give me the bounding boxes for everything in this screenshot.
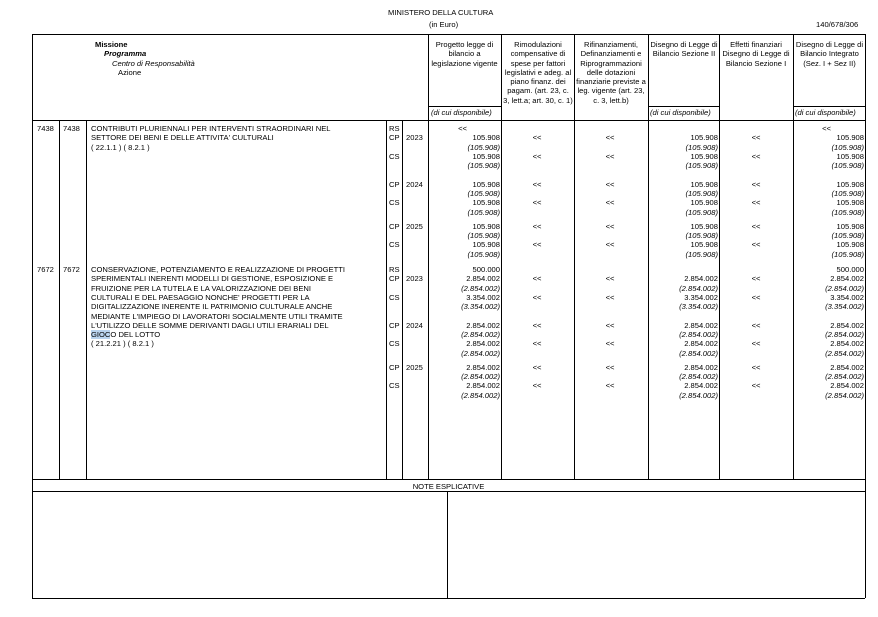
col6-disp-label: (di cui disponibile) [795, 108, 856, 117]
value-cell: (105.908) [467, 142, 500, 152]
value-cell: << [751, 133, 761, 143]
value-cell: 2.854.002 [466, 381, 500, 391]
value-cell: << [532, 362, 542, 372]
value-cell: 105.908 [836, 151, 864, 161]
value-cell: << [605, 292, 615, 302]
value-cell: << [605, 362, 615, 372]
notes-title: NOTE ESPLICATIVE [412, 482, 485, 491]
value-cell: (3.354.002) [825, 302, 864, 312]
value-cell: 105.908 [836, 179, 864, 189]
value-cell: 105.908 [690, 240, 718, 250]
value-cell: 2.854.002 [684, 320, 718, 330]
row-type-label: CS [389, 240, 400, 250]
record-description-line [91, 330, 160, 339]
record-description-line: CONSERVAZIONE, POTENZIAMENTO E REALIZZAZIONE DI PROGETTI [91, 265, 346, 274]
value-cell: << [751, 339, 761, 349]
col3-header: Rifinanziamenti, Definanziamenti e Riprogrammazioni delle dotazioni finanziarie previste a leg. vigente (art. 23, c. 3, lett.b) [576, 40, 646, 105]
value-cell: (105.908) [685, 249, 718, 259]
value-cell: (3.354.002) [461, 302, 500, 312]
col1-disp-label: (di cui disponibile) [431, 108, 492, 117]
value-cell: 105.908 [690, 151, 718, 161]
col2-header: Rimodulazioni compensative di spese per fattori legislativi e adeg. al piano finanz. dei pagam. (art. 23, c. 3, lett.a; art. 30, c. 1) [503, 40, 573, 105]
value-cell: 500.000 [836, 265, 864, 274]
col1-header: Progetto legge di bilancio a legislazione vigente [431, 40, 498, 68]
row-type-label: CP [389, 179, 400, 189]
row-type-label: RS [389, 265, 400, 274]
value-cell: 3.354.002 [684, 292, 718, 302]
value-cell: (2.854.002) [679, 283, 718, 293]
value-cell: << [751, 151, 761, 161]
capitolo-number: 7438 [63, 124, 80, 133]
value-cell: 2.854.002 [466, 274, 500, 284]
value-cell: (105.908) [467, 207, 500, 217]
row-type-label: CS [389, 151, 400, 161]
row-type-label: CS [389, 381, 400, 391]
value-cell: 2.854.002 [830, 381, 864, 391]
record-description-line: L'UTILIZZO DELLE SOMME DERIVANTI DAGLI UTILI ERARIALI DEL [91, 320, 329, 330]
year-label: 2025 [406, 362, 423, 372]
value-cell: (105.908) [685, 142, 718, 152]
value-cell: (2.854.002) [679, 330, 718, 340]
value-cell: (2.854.002) [461, 330, 500, 340]
row-type-label: RS [389, 124, 400, 133]
value-cell: (105.908) [467, 161, 500, 171]
value-cell: << [751, 320, 761, 330]
capitolo-number: 7672 [37, 265, 54, 274]
azione-label: Azione [118, 67, 142, 77]
capitolo-number: 7438 [37, 124, 54, 133]
value-cell: 105.908 [836, 198, 864, 208]
col5-header: Effetti finanziari Disegno di Legge di Bilancio Sezione I [722, 40, 790, 68]
value-cell: << [605, 339, 615, 349]
record-description-line: CULTURALI E DEL PAESAGGIO NONCHE' PROGETTI PER LA [91, 292, 310, 302]
value-cell: << [751, 240, 761, 250]
year-label: 2025 [406, 221, 423, 231]
value-cell: << [532, 221, 542, 231]
value-cell: (105.908) [685, 230, 718, 240]
col4-header: Disegno di Legge di Bilancio Sezione II [650, 40, 718, 59]
value-cell: (2.854.002) [825, 371, 864, 381]
value-cell: << [532, 133, 542, 143]
value-cell: << [751, 179, 761, 189]
value-cell: 105.908 [690, 221, 718, 231]
value-cell: << [532, 274, 542, 284]
record-description-line: MEDIANTE L'IMPIEGO DI LAVORATORI SOCIALMENTE UTILI TRAMITE [91, 311, 343, 321]
value-cell: << [605, 221, 615, 231]
centro-label: Centro di Responsabilità [112, 58, 195, 68]
value-cell: 2.854.002 [684, 274, 718, 284]
value-cell: 2.854.002 [830, 362, 864, 372]
value-cell: (2.854.002) [825, 330, 864, 340]
value-cell: << [458, 124, 467, 133]
year-label: 2024 [406, 179, 423, 189]
value-cell: << [605, 179, 615, 189]
value-cell: 105.908 [836, 133, 864, 143]
value-cell: 2.854.002 [830, 274, 864, 284]
value-cell: (105.908) [831, 142, 864, 152]
value-cell: (105.908) [685, 189, 718, 199]
row-type-label: CS [389, 339, 400, 349]
value-cell: << [822, 124, 831, 133]
value-cell: (3.354.002) [679, 302, 718, 312]
currency-note: (in Euro) [429, 20, 459, 29]
value-cell: 105.908 [472, 151, 500, 161]
value-cell: << [532, 179, 542, 189]
value-cell: (105.908) [685, 161, 718, 171]
value-cell: (2.854.002) [825, 348, 864, 358]
page-reference: 140/678/306 [816, 20, 859, 29]
value-cell: (2.854.002) [461, 371, 500, 381]
col4-disp-label: (di cui disponibile) [650, 108, 711, 117]
ministry-title: MINISTERO DELLA CULTURA [388, 8, 494, 17]
value-cell: << [751, 274, 761, 284]
value-cell: 2.854.002 [466, 339, 500, 349]
value-cell: << [532, 320, 542, 330]
value-cell: 2.854.002 [466, 320, 500, 330]
year-label: 2024 [406, 320, 423, 330]
value-cell: << [605, 151, 615, 161]
value-cell: (105.908) [467, 189, 500, 199]
record-description-line: SETTORE DEI BENI E DELLE ATTIVITA' CULTURALI [91, 133, 274, 143]
capitolo-number: 7672 [63, 265, 80, 274]
value-cell: 105.908 [690, 133, 718, 143]
value-cell: 105.908 [472, 240, 500, 250]
value-cell: (105.908) [831, 249, 864, 259]
value-cell: << [605, 133, 615, 143]
missione-label: Missione [95, 40, 128, 49]
value-cell: 105.908 [472, 221, 500, 231]
value-cell: (2.854.002) [825, 390, 864, 400]
value-cell: 105.908 [690, 198, 718, 208]
record-description-line: DIGITALIZZAZIONE INERENTE IL PATRIMONIO CULTURALE ANCHE [91, 302, 333, 312]
value-cell: << [751, 362, 761, 372]
record-description-line: FRUIZIONE PER LA TUTELA E LA VALORIZZAZIONE DEI BENI [91, 283, 311, 293]
value-cell: 105.908 [690, 179, 718, 189]
col6-header: Disegno di Legge di Bilancio Integrato (Sez. I + Sez II) [795, 40, 864, 68]
value-cell: (2.854.002) [461, 283, 500, 293]
row-type-label: CP [389, 320, 400, 330]
value-cell: 500.000 [472, 265, 500, 274]
value-cell: << [605, 198, 615, 208]
description-text: O DEL LOTTO [110, 330, 161, 340]
row-type-label: CP [389, 274, 400, 284]
value-cell: 2.854.002 [684, 381, 718, 391]
value-cell: 2.854.002 [830, 320, 864, 330]
record-codes: ( 21.2.21 ) ( 8.2.1 ) [91, 339, 154, 349]
row-type-label: CS [389, 292, 400, 302]
value-cell: (2.854.002) [461, 390, 500, 400]
value-cell: 2.854.002 [684, 339, 718, 349]
value-cell: << [532, 381, 542, 391]
value-cell: 2.854.002 [830, 339, 864, 349]
value-cell: 3.354.002 [830, 292, 864, 302]
value-cell: (105.908) [685, 207, 718, 217]
value-cell: << [605, 274, 615, 284]
value-cell: (105.908) [467, 230, 500, 240]
value-cell: (2.854.002) [461, 348, 500, 358]
value-cell: << [751, 292, 761, 302]
notes-right-panel [448, 492, 864, 597]
value-cell: (105.908) [831, 189, 864, 199]
value-cell: (105.908) [831, 207, 864, 217]
record-codes: ( 22.1.1 ) ( 8.2.1 ) [91, 142, 150, 152]
record-description-line: CONTRIBUTI PLURIENNALI PER INTERVENTI STRAORDINARI NEL [91, 124, 331, 133]
value-cell: 105.908 [472, 198, 500, 208]
value-cell: << [751, 221, 761, 231]
value-cell: 3.354.002 [466, 292, 500, 302]
row-type-label: CP [389, 221, 400, 231]
value-cell: << [605, 320, 615, 330]
value-cell: << [532, 292, 542, 302]
value-cell: (2.854.002) [679, 390, 718, 400]
hierarchy-header [95, 40, 195, 77]
value-cell: 105.908 [472, 133, 500, 143]
record-description-line: SPERIMENTALI INERENTI MODELLI DI GESTIONE, ESPOSIZIONE E [91, 274, 334, 284]
row-type-label: CP [389, 362, 400, 372]
notes-left-panel [33, 492, 446, 597]
programma-label: Programma [104, 49, 147, 59]
value-cell: << [751, 381, 761, 391]
value-cell: << [751, 198, 761, 208]
value-cell: (105.908) [467, 249, 500, 259]
value-cell: (2.854.002) [679, 371, 718, 381]
value-cell: 105.908 [836, 221, 864, 231]
row-type-label: CP [389, 133, 400, 143]
value-cell: 2.854.002 [466, 362, 500, 372]
highlighted-text: GIOC [91, 330, 111, 340]
year-label: 2023 [406, 274, 423, 284]
value-cell: << [532, 198, 542, 208]
row-type-label: CS [389, 198, 400, 208]
value-cell: 105.908 [836, 240, 864, 250]
value-cell: 105.908 [472, 179, 500, 189]
value-cell: (105.908) [831, 230, 864, 240]
value-cell: << [532, 240, 542, 250]
value-cell: << [532, 339, 542, 349]
value-cell: (2.854.002) [825, 283, 864, 293]
value-cell: << [605, 240, 615, 250]
year-label: 2023 [406, 133, 423, 143]
value-cell: (2.854.002) [679, 348, 718, 358]
value-cell: 2.854.002 [684, 362, 718, 372]
value-cell: << [532, 151, 542, 161]
value-cell: (105.908) [831, 161, 864, 171]
value-cell: << [605, 381, 615, 391]
